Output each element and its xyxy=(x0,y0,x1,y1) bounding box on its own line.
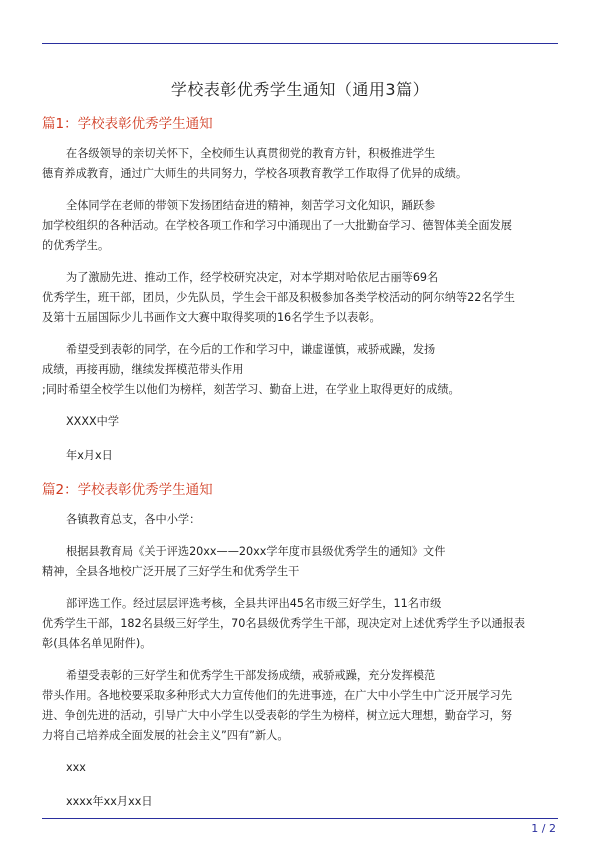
header-rule xyxy=(42,43,558,44)
signature: XXXX中学 xyxy=(66,415,120,428)
text-line: ;同时希望全校学生以他们为榜样，刻苦学习、勤奋上进，在学业上取得更好的成绩。 xyxy=(42,383,460,396)
text-line: 进、争创先进的活动，引导广大中小学生以受表彰的学生为榜样，树立远大理想，勤奋学习，努 xyxy=(42,709,512,722)
text-line: 全体同学在老师的带领下发扬团结奋进的精神，刻苦学习文化知识，踊跃参 xyxy=(66,199,436,212)
signature: xxx xyxy=(66,761,86,774)
greeting xyxy=(42,510,558,530)
text-line: 加学校组织的各种活动。在学校各项工作和学习中涌现出了一大批勤奋学习、德智体美全面发展 xyxy=(42,219,512,232)
paragraph xyxy=(42,196,558,256)
text-line: 德育养成教育，通过广大师生的共同努力，学校各项教育教学工作取得了优异的成绩。 xyxy=(42,167,468,180)
paragraph xyxy=(42,666,558,746)
text-line: 根据县教育局《关于评选20xx——20xx学年度市县级优秀学生的通知》文件 xyxy=(66,545,446,558)
section-heading: 篇1：学校表彰优秀学生通知 xyxy=(42,116,213,132)
paragraph xyxy=(42,144,558,184)
footer-rule xyxy=(42,818,558,819)
text-line: 成绩，再接再励，继续发挥模范带头作用 xyxy=(42,363,244,376)
text-line: 的优秀学生。 xyxy=(42,239,110,252)
text-line: 优秀学生干部，182名县级三好学生，70名县级优秀学生干部，现决定对上述优秀学生予以通报表 xyxy=(42,617,526,630)
text-line: 力将自己培养成全面发展的社会主义”四有”新人。 xyxy=(42,729,289,742)
text-line: 优秀学生，班干部，团员，少先队员，学生会干部及积极参加各类学校活动的阿尔纳等22名学生 xyxy=(42,291,515,304)
page-number: 1 / 2 xyxy=(531,822,556,835)
paragraph xyxy=(42,594,558,654)
text-line: 带头作用。各地校要采取多种形式大力宣传他们的先进事迹，在广大中小学生中广泛开展学习先 xyxy=(42,689,512,702)
section-heading: 篇2：学校表彰优秀学生通知 xyxy=(42,482,213,498)
date-line: xxxx年xx月xx日 xyxy=(66,795,153,808)
text-line: 精神，全县各地校广泛开展了三好学生和优秀学生干 xyxy=(42,565,300,578)
text-line: 为了激励先进、推动工作，经学校研究决定，对本学期对哈依尼古丽等69名 xyxy=(66,271,439,284)
section-1 xyxy=(42,114,558,466)
text-line: 及第十五届国际少儿书画作文大赛中取得奖项的16名学生予以表彰。 xyxy=(42,311,381,324)
text-line: 希望受表彰的三好学生和优秀学生干部发扬成绩，戒骄戒躁，充分发挥模范 xyxy=(66,669,436,682)
text-line: 部评选工作。经过层层评选考核，全县共评出45名市级三好学生，11名市级 xyxy=(66,597,442,610)
paragraph xyxy=(42,340,558,400)
paragraph xyxy=(42,542,558,582)
paragraph xyxy=(42,268,558,328)
text-line: 希望受到表彰的同学，在今后的工作和学习中，谦虚谨慎，戒骄戒躁，发扬 xyxy=(66,343,436,356)
text-line: 各镇教育总支，各中小学： xyxy=(66,513,201,526)
text-line: 彰(具体名单见附件)。 xyxy=(42,637,152,650)
date-line: 年x月x日 xyxy=(66,449,113,462)
document-body xyxy=(42,114,558,826)
document-title: 学校表彰优秀学生通知（通用3篇） xyxy=(170,80,430,99)
text-line: 在各级领导的亲切关怀下，全校师生认真贯彻党的教育方针，积极推进学生 xyxy=(66,147,436,160)
section-2 xyxy=(42,480,558,812)
